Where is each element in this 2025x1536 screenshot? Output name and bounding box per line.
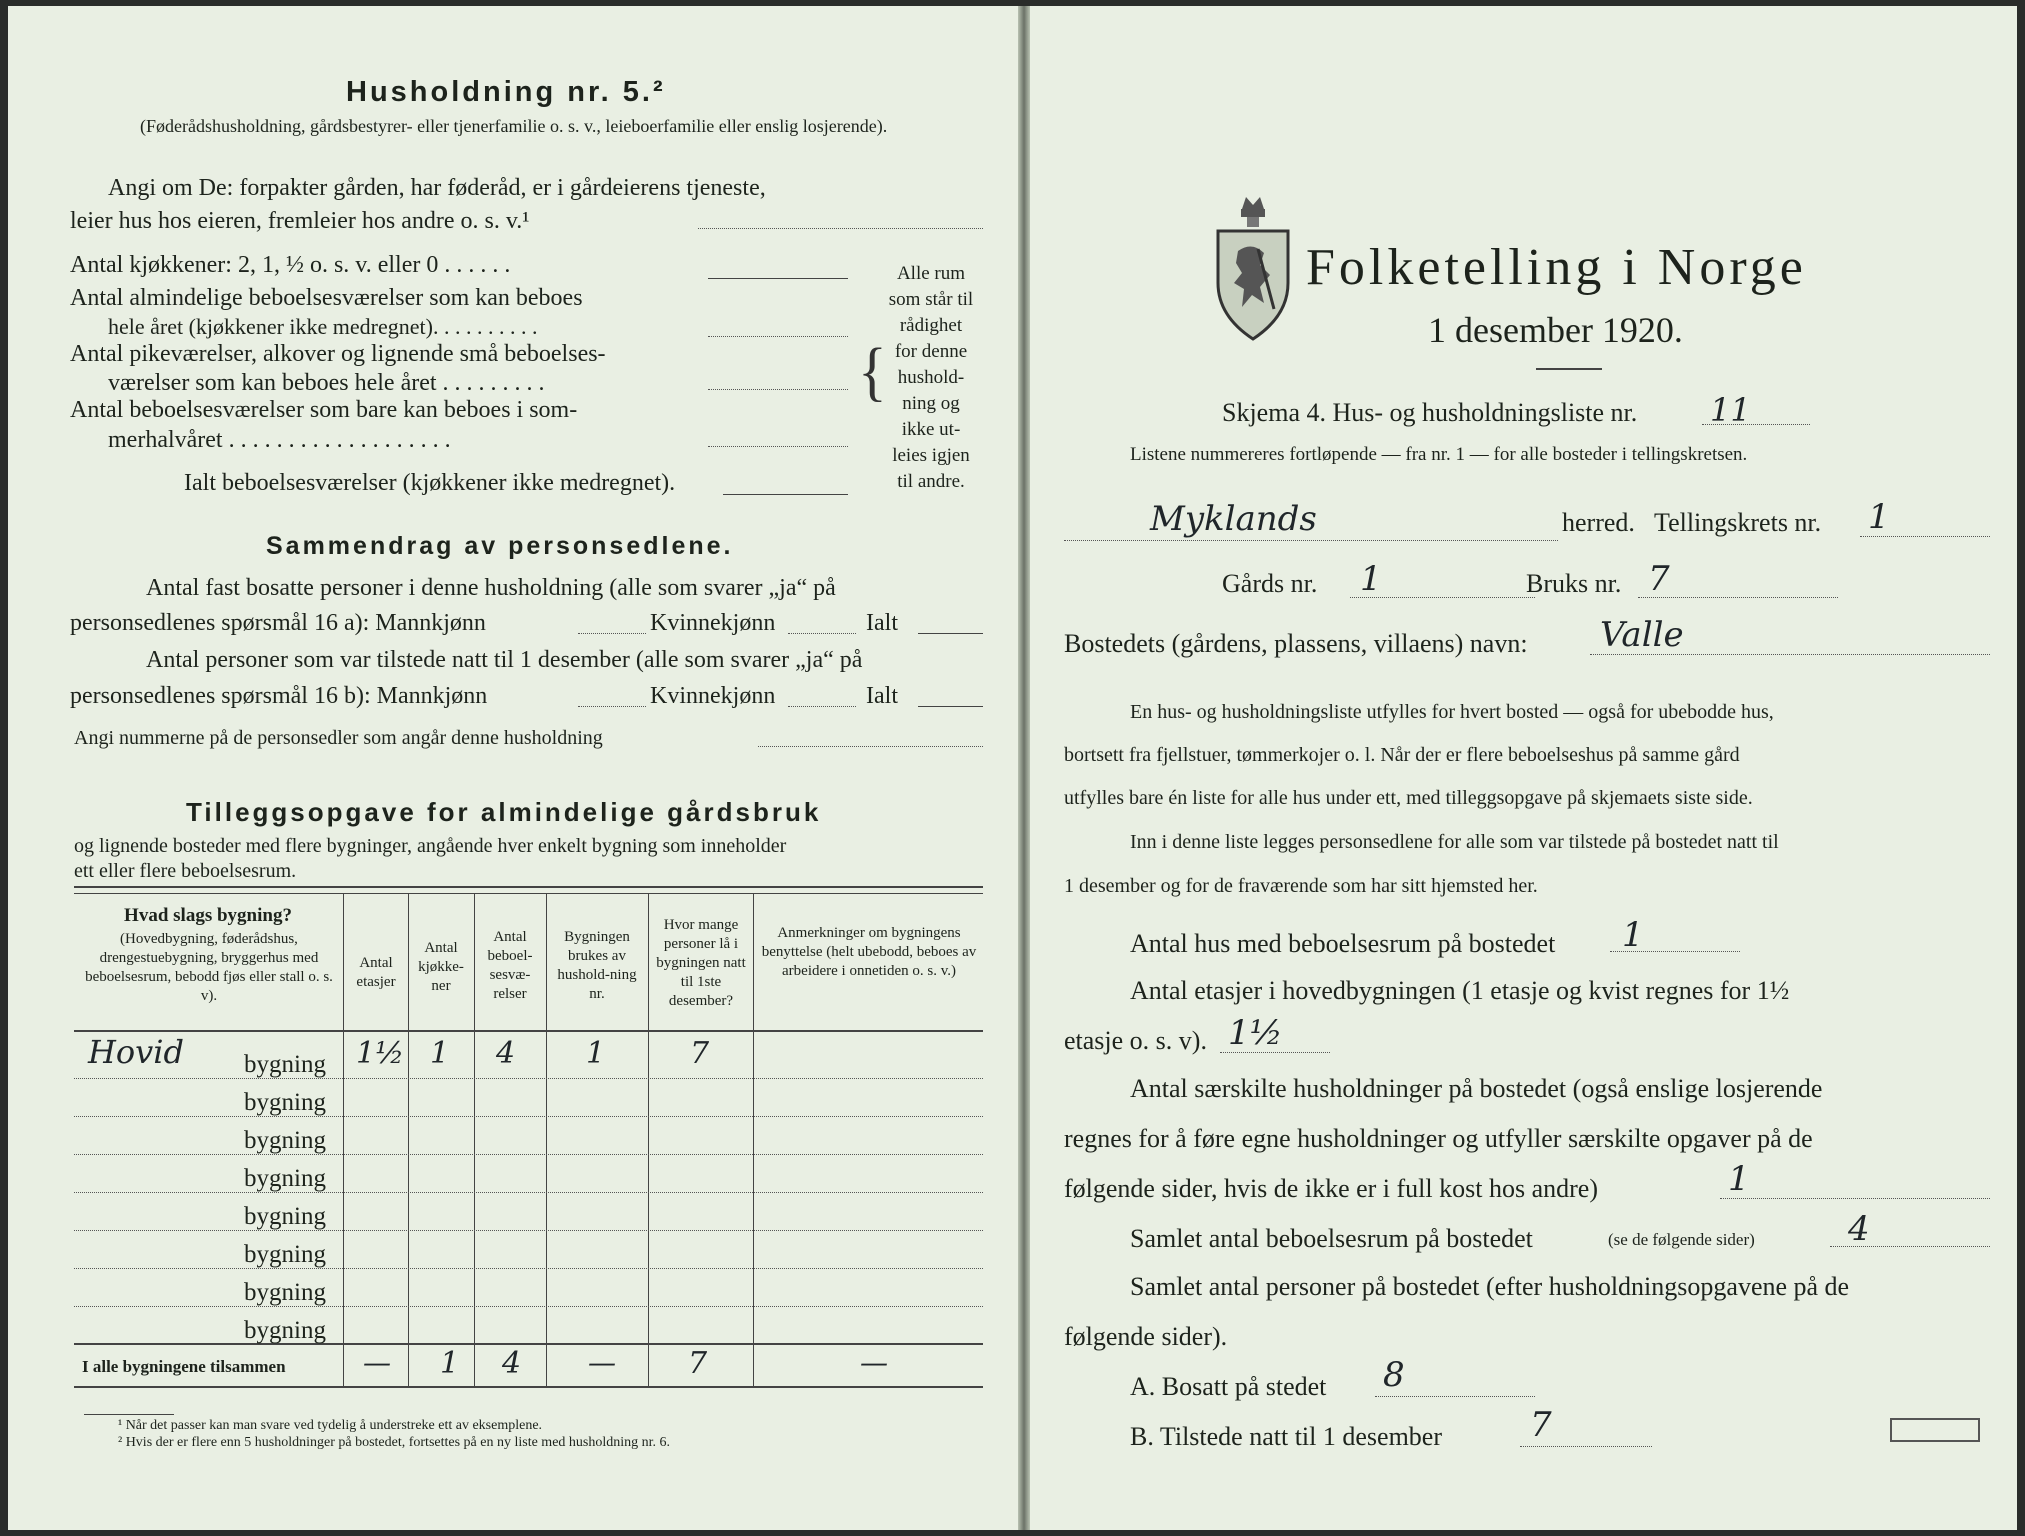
gards-label: Gårds nr. [1222, 569, 1318, 598]
kjokkener-answer-line[interactable] [708, 278, 848, 279]
bruks-value[interactable]: 7 [1648, 559, 1670, 599]
table-top-rule [74, 886, 983, 888]
gards-line [1350, 597, 1535, 598]
sum-a-ialt-line[interactable] [918, 633, 983, 634]
q-saer-line [1720, 1198, 1990, 1199]
q-saer-line-1: Antal særskilte husholdninger på bostedet (også enslige losjerende [1130, 1074, 1823, 1103]
summary-title: Sammendrag av personsedlene. [266, 532, 734, 560]
sum-b-kvinne-line[interactable] [788, 706, 856, 707]
row-label: bygning [244, 1241, 326, 1268]
bruks-label: Bruks nr. [1526, 569, 1622, 598]
title-rule [1536, 368, 1602, 370]
para-2: bortsett fra fjellstuer, tømmerkojer o. l. Når der er flere beboelseshus på samme gård [1064, 744, 1740, 766]
skjema-label: Skjema 4. Hus- og husholdningsliste nr. [1222, 398, 1638, 427]
row-line [74, 1078, 983, 1079]
sum-a-ialt-label: Ialt [866, 610, 898, 636]
row-vaerelser[interactable]: 4 [496, 1036, 516, 1071]
b-value[interactable]: 7 [1530, 1405, 1552, 1445]
col-divider [343, 893, 344, 1386]
row-line[interactable] [74, 1268, 983, 1269]
brace: { [858, 334, 887, 408]
col-header-vaerelser: Antal beboel-sesvæ-relser [487, 929, 533, 1002]
alm-answer-line[interactable] [708, 336, 848, 337]
a-value[interactable]: 8 [1383, 1355, 1405, 1395]
coat-of-arms-icon [1212, 191, 1294, 341]
skjema-line [1702, 424, 1810, 425]
tellingskrets-value[interactable]: 1 [1868, 497, 1890, 537]
para-5: 1 desember og for de fraværende som har sitt hjemsted her. [1064, 875, 1538, 897]
printer-stamp [1890, 1418, 1980, 1442]
col-header-etasjer: Antal etasjer [356, 955, 396, 990]
row-line[interactable] [74, 1154, 983, 1155]
angi-line-2: leier hus hos eieren, fremleier hos andre o. s. v.¹ [70, 208, 530, 234]
col-divider [474, 893, 475, 1386]
q-hus-value[interactable]: 1 [1622, 915, 1644, 955]
sum-b-line-2: personsedlenes spørsmål 16 b): Mannkjønn [70, 683, 488, 709]
q-alm-1: Antal almindelige beboelsesværelser som kan beboes [70, 285, 583, 311]
b-label: B. Tilstede natt til 1 desember [1130, 1422, 1442, 1451]
total-brukes: — [588, 1346, 616, 1379]
q-som-2: merhalvåret . . . . . . . . . . . . . . . . . . . [108, 427, 451, 453]
footnote-2: ² Hvis der er flere enn 5 husholdninger på bostedet, fortsettes på en ny liste med husholdning nr. 6. [118, 1435, 671, 1450]
total-etasjer: — [363, 1346, 391, 1379]
q-hus-line [1610, 951, 1740, 952]
para-4: Inn i denne liste legges personsedlene for alle som var tilstede på bostedet natt til [1130, 831, 1779, 853]
q-pike-1: Antal pikeværelser, alkover og lignende små beboelses- [70, 341, 606, 367]
left-page [8, 6, 1018, 1530]
col-divider [753, 893, 754, 1386]
book-gutter [1018, 6, 1030, 1530]
total-anm: — [860, 1346, 888, 1379]
total-label: I alle bygningene tilsammen [82, 1357, 286, 1376]
row-etasjer[interactable]: 1½ [356, 1036, 405, 1071]
pike-answer-line[interactable] [708, 389, 848, 390]
col-divider [408, 893, 409, 1386]
sum-b-ialt-label: Ialt [866, 683, 898, 709]
col-header-type-sub: (Hovedbygning, føderådshus, drengestuebygning, bryggerhus med beboelsesrum, bebodd fjøs eller stall o. s. v). [85, 931, 333, 1004]
tellingskrets-line [1860, 536, 1990, 537]
row-label: bygning [244, 1051, 326, 1078]
q-pers-line-2: følgende sider). [1064, 1322, 1228, 1351]
col-header-personer: Hvor mange personer lå i bygningen natt til 1ste desember? [656, 917, 746, 1009]
row-label: bygning [244, 1203, 326, 1230]
row-brukes[interactable]: 1 [586, 1036, 606, 1071]
bosted-line [1590, 654, 1990, 655]
q-saer-value[interactable]: 1 [1728, 1159, 1750, 1199]
row-line[interactable] [74, 1230, 983, 1231]
q-alm-2: hele året (kjøkkener ikke medregnet). . . . . . . . . . [108, 314, 538, 339]
sum-a-kvinne-label: Kvinnekjønn [650, 610, 776, 636]
q-rum-small: (se de følgende sider) [1608, 1230, 1755, 1249]
row-label: bygning [244, 1089, 326, 1116]
q-etasjer-value[interactable]: 1½ [1228, 1013, 1283, 1053]
row-kjokkener[interactable]: 1 [430, 1036, 450, 1071]
right-page [1030, 6, 2017, 1530]
herred-line [1064, 540, 1558, 541]
row-line[interactable] [74, 1116, 983, 1117]
q-som-1: Antal beboelsesværelser som bare kan beboes i som- [70, 397, 578, 423]
table-bottom-rule [74, 1386, 983, 1388]
q-kjokkener: Antal kjøkkener: 2, 1, ½ o. s. v. eller 0 . . . . . . [70, 252, 511, 278]
total-personer: 7 [688, 1346, 708, 1381]
bruks-line [1638, 597, 1838, 598]
col-header-kjokkener: Antal kjøkke-ner [418, 940, 464, 994]
total-vaerelser: 4 [502, 1346, 522, 1381]
q-etasjer-line-1: Antal etasjer i hovedbygningen (1 etasje og kvist regnes for 1½ [1130, 976, 1790, 1005]
table-total-rule [74, 1343, 983, 1345]
listene-note: Listene nummereres fortløpende — fra nr. 1 — for alle bosteder i tellingskretsen. [1130, 444, 1748, 465]
row-label: bygning [244, 1279, 326, 1306]
table-header-rule [74, 1030, 983, 1032]
table-top-rule-2 [74, 893, 983, 894]
col-divider [648, 893, 649, 1386]
form-title: Folketelling i Norge [1306, 239, 1807, 296]
tillegg-line-1: og lignende bosteder med flere bygninger, angående hver enkelt bygning som inneholder [74, 835, 787, 857]
angi-answer-line[interactable] [698, 228, 983, 229]
row-label: bygning [244, 1317, 326, 1344]
bosted-label: Bostedets (gårdens, plassens, villaens) navn: [1064, 629, 1528, 658]
som-answer-line[interactable] [708, 446, 848, 447]
footnote-rule [84, 1414, 174, 1415]
skjema-value[interactable]: 11 [1710, 391, 1751, 429]
gards-value[interactable]: 1 [1360, 559, 1382, 599]
angi-nummer: Angi nummerne på de personsedler som angår denne husholdning [74, 727, 603, 749]
angi-line-1: Angi om De: forpakter gården, har føderåd, er i gårdeierens tjeneste, [108, 175, 766, 201]
q-etasjer-line [1220, 1052, 1330, 1053]
q-pers-line-1: Samlet antal personer på bostedet (efter husholdningsopgavene på de [1130, 1272, 1850, 1301]
herred-label: herred. [1562, 508, 1635, 537]
brace-note: Alle rum som står til rådighet for denne hushold- ning og ikke ut- leies igjen til andre. [888, 263, 974, 492]
q-etasjer-line-2: etasje o. s. v). [1064, 1026, 1207, 1055]
sum-b-ialt-line[interactable] [918, 706, 983, 707]
col-divider [546, 893, 547, 1386]
a-label: A. Bosatt på stedet [1130, 1372, 1327, 1401]
row-type-value[interactable]: Hovid [88, 1033, 184, 1071]
q-saer-line-2: regnes for å føre egne husholdninger og utfyller særskilte opgaver på de [1064, 1124, 1813, 1153]
row-label: bygning [244, 1165, 326, 1192]
sum-a-kvinne-line[interactable] [788, 633, 856, 634]
sum-b-line-1: Antal personer som var tilstede natt til 1 desember (alle som svarer „ja“ på [146, 647, 863, 673]
bosted-value[interactable]: Valle [1600, 615, 1684, 655]
col-header-brukes: Bygningen brukes av hushold-ning nr. [557, 929, 637, 1002]
q-saer-line-3: følgende sider, hvis de ikke er i full kost hos andre) [1064, 1174, 1598, 1203]
sum-a-mann-line[interactable] [578, 633, 646, 634]
b-line [1520, 1446, 1652, 1447]
para-3: utfylles bare én liste for alle hus under ett, med tilleggsopgave på skjemaets siste side. [1064, 787, 1753, 809]
q-rum-value[interactable]: 4 [1848, 1209, 1870, 1249]
tillegg-line-2: ett eller flere beboelsesrum. [74, 860, 297, 882]
q-rum-line [1830, 1246, 1990, 1247]
sum-a-line-2: personsedlenes spørsmål 16 a): Mannkjønn [70, 610, 486, 636]
row-personer[interactable]: 7 [690, 1036, 710, 1071]
household-title: Husholdning nr. 5.² [346, 76, 666, 108]
sum-b-kvinne-label: Kvinnekjønn [650, 683, 776, 709]
census-form-spread [8, 6, 2017, 1530]
form-date: 1 desember 1920. [1428, 310, 1683, 350]
q-hus-label: Antal hus med beboelsesrum på bostedet [1130, 929, 1556, 958]
intro-note: (Føderådshusholdning, gårdsbestyrer- eller tjenerfamilie o. s. v., leieboerfamilie eller enslig losjerende). [140, 116, 888, 136]
para-1: En hus- og husholdningsliste utfylles for hvert bosted — også for ubebodde hus, [1130, 701, 1774, 723]
a-line [1375, 1396, 1535, 1397]
footnote-1: ¹ Når det passer kan man svare ved tydelig å understreke ett av eksemplene. [118, 1418, 543, 1433]
tillegg-title: Tilleggsopgave for almindelige gårdsbruk [186, 797, 822, 827]
sum-b-mann-line[interactable] [578, 706, 646, 707]
total-kjokkener: 1 [440, 1346, 460, 1381]
q-pike-2: værelser som kan beboes hele året . . . . . . . . . [108, 370, 545, 396]
row-line[interactable] [74, 1192, 983, 1193]
tellingskrets-label: Tellingskrets nr. [1654, 508, 1822, 537]
col-header-type: Hvad slags bygning? [124, 905, 292, 926]
q-rum-label: Samlet antal beboelsesrum på bostedet [1130, 1224, 1533, 1253]
ialt-answer-line[interactable] [723, 494, 848, 495]
sum-a-line-1: Antal fast bosatte personer i denne husholdning (alle som svarer „ja“ på [146, 575, 836, 601]
angi-nummer-line[interactable] [758, 746, 983, 747]
q-ialt: Ialt beboelsesværelser (kjøkkener ikke medregnet). [184, 470, 676, 496]
row-line[interactable] [74, 1306, 983, 1307]
herred-value[interactable]: Myklands [1150, 499, 1317, 539]
row-label: bygning [244, 1127, 326, 1154]
col-header-anm: Anmerkninger om bygningens benyttelse (helt ubebodd, beboes av arbeidere i onnetiden o. s. v.) [761, 925, 977, 979]
